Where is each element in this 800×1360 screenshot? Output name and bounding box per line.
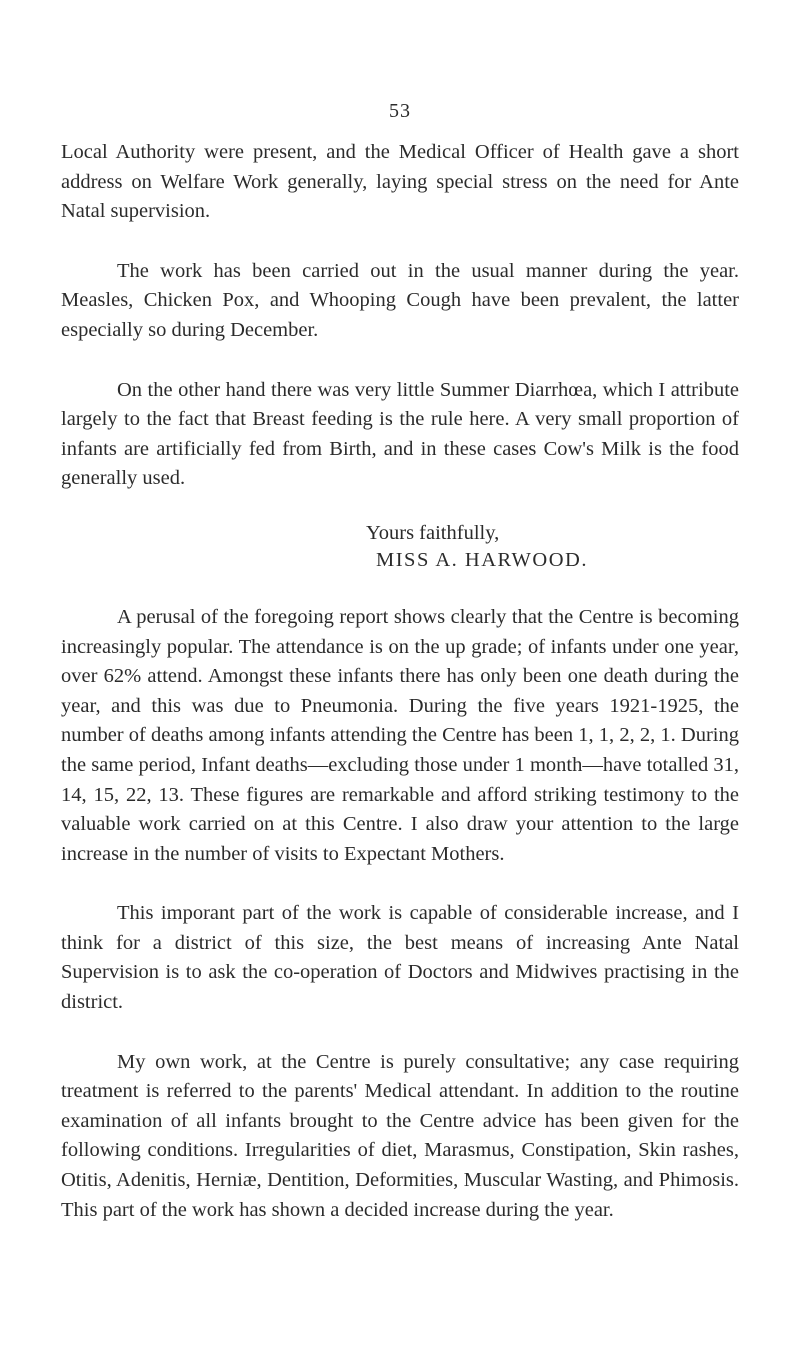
page-number: 53 (389, 100, 411, 122)
paragraph-centre-popularity: A perusal of the foregoing report shows clearly that the Centre is becoming increasingly popular. The attendance is on the up grade; of infants under one year, over 62% attend. Amongst these infants there has only been one death during the year, and this was due to Pneumonia. During the five years 1921-1925, the number of deaths among infants attending the Centre has been 1, 1, 2, 2, 1. During the same period, Infant deaths—excluding those under 1 month—have totalled 31, 14, 15, 22, 13. These figures are remarkable and afford striking testimony to the valuable work carried on at this Centre. I also draw your attention to the large increase in the number of visits to Expectant Mothers. (61, 605, 739, 865)
paragraph-ante-natal-supervision: This imporant part of the work is capable of considerable increase, and I think for a district of this size, the best means of increasing Ante Natal Supervision is to ask the co-operation of Doctors and Midwives practising in the district. (61, 902, 739, 1014)
paragraph-work-carried-out: The work has been carried out in the usual manner during the year. Measles, Chicken Pox, and Whooping Cough have been prevalent, the latter especially so during December. (61, 259, 739, 341)
document-body (61, 138, 739, 1255)
signature-closing: Yours faithfully, (366, 521, 500, 544)
signature-name: MISS A. HARWOOD. (376, 548, 588, 571)
paragraph-summer-diarrhoea: On the other hand there was very little Summer Diarrhœa, which I attribute largely to the fact that Breast feeding is the rule here. A very small proportion of infants are artificially fed from Birth, and in these cases Cow's Milk is the food generally used. (61, 378, 739, 490)
paragraph-continuation: Local Authority were present, and the Medical Officer of Health gave a short address on Welfare Work generally, laying special stress on the need for Ante Natal supervision. (61, 141, 739, 223)
paragraph-consultative-work: My own work, at the Centre is purely consultative; any case requiring treatment is referred to the parents' Medical attendant. In addition to the routine examination of all infants brought to the Centre advice has been given for the following conditions. Irregularities of diet, Marasmus, Constipation, Skin rashes, Otitis, Adenitis, Herniæ, Dentition, Deformities, Muscular Wasting, and Phimosis. This part of the work has shown a decided increase during the year. (61, 1050, 739, 1221)
signature-block (61, 520, 739, 574)
